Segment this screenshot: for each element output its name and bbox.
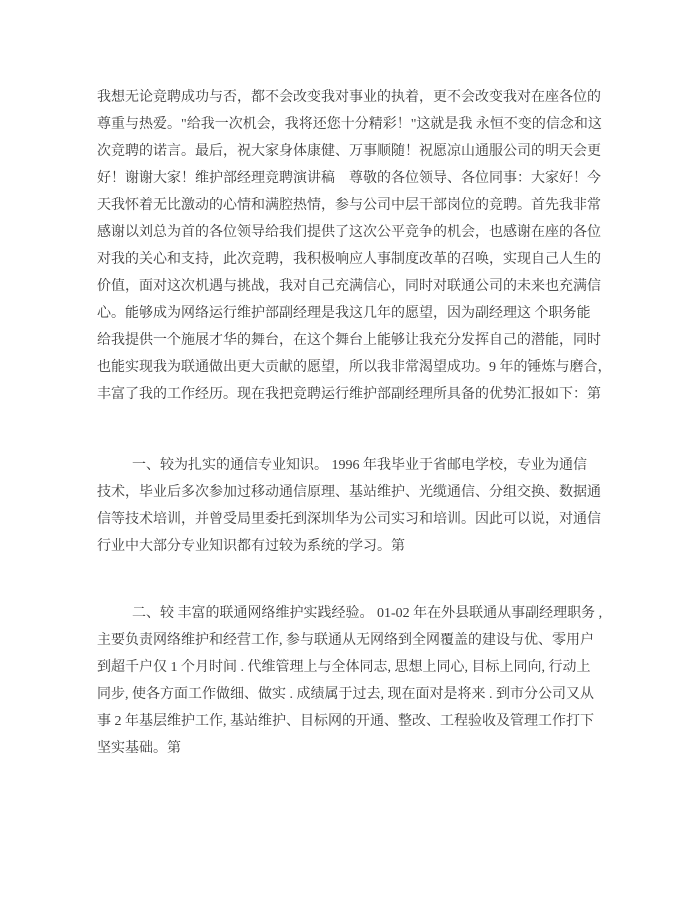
text-line: 同步, 使各方面工作做细、做实 . 成绩属于过去, 现在面对是将来 . 到市分公司又从	[97, 687, 594, 702]
text-line: 丰富了我的工作经历。现在我把竞聘运行维护部副经理所具备的优势汇报如下：第	[97, 387, 601, 402]
text-line: 对我的关心和支持，此次竞聘，我积极响应人事制度改革的召唤，实现自己人生的	[97, 252, 601, 267]
text-line: 行业中大部分专业知识都有过较为系统的学习。第	[97, 539, 405, 554]
text-line: 主要负责网络维护和经营工作, 参与联通从无网络到全网覆盖的建设与优、零用户	[97, 633, 594, 648]
text-line: 信等技术培训，并曾受局里委托到深圳华为公司实习和培训。因此可以说，对通信	[97, 512, 601, 527]
text-line: 也能实现我为联通做出更大贡献的愿望，所以我非常渴望成功。9 年的锤炼与磨合，	[97, 360, 612, 375]
text-line: 给我提供一个施展才华的舞台，在这个舞台上能够让我充分发挥自己的潜能，同时	[97, 333, 601, 348]
text-line: 尊重与热爱。"给我一次机会，我将还您十分精彩！"这就是我 永恒不变的信念和这	[97, 117, 602, 132]
text-line: 二、较 丰富的联通网络维护实践经验。 01-02 年在外县联通从事副经理职务 ,	[132, 606, 603, 621]
paragraph-closing-and-opening	[97, 84, 612, 408]
text-line: 心。能够成为网络运行维护部副经理是我这几年的愿望，因为副经理这 个职务能	[97, 306, 591, 321]
text-line: 天我怀着无比激动的心情和满腔热情，参与公司中层干部岗位的竞聘。首先我非常	[97, 198, 601, 213]
text-line: 感谢以刘总为首的各位领导给我们提供了这次公平竞争的机会，也感谢在座的各位	[97, 225, 601, 240]
text-line: 事 2 年基层维护工作, 基站维护、目标网的开通、整改、工程验收及管理工作打下	[97, 714, 594, 729]
paragraph-advantage-two	[97, 600, 603, 762]
text-line: 价值，面对这次机遇与挑战，我对自己充满信心，同时对联通公司的未来也充满信	[97, 279, 601, 294]
text-line: 我想无论竞聘成功与否，都不会改变我对事业的执着，更不会改变我对在座各位的	[97, 90, 601, 105]
text-line: 一、较为扎实的通信专业知识。 1996 年我毕业于省邮电学校，专业为通信	[132, 458, 587, 473]
text-line: 次竞聘的诺言。最后，祝大家身体康健、万事顺随！祝愿凉山通服公司的明天会更	[97, 144, 601, 159]
text-line: 到超千户仅 1 个月时间 . 代维管理上与全体同志, 思想上同心, 目标上同向, 行动上	[97, 660, 591, 675]
text-line: 好！谢谢大家！维护部经理竞聘演讲稿 尊敬的各位领导、各位同事：大家好！今	[97, 171, 601, 186]
text-line: 技术，毕业后多次参加过移动通信原理、基站维护、光缆通信、分组交换、数据通	[97, 485, 601, 500]
text-line: 坚实基础。第	[97, 741, 181, 756]
paragraph-advantage-one	[97, 452, 603, 560]
